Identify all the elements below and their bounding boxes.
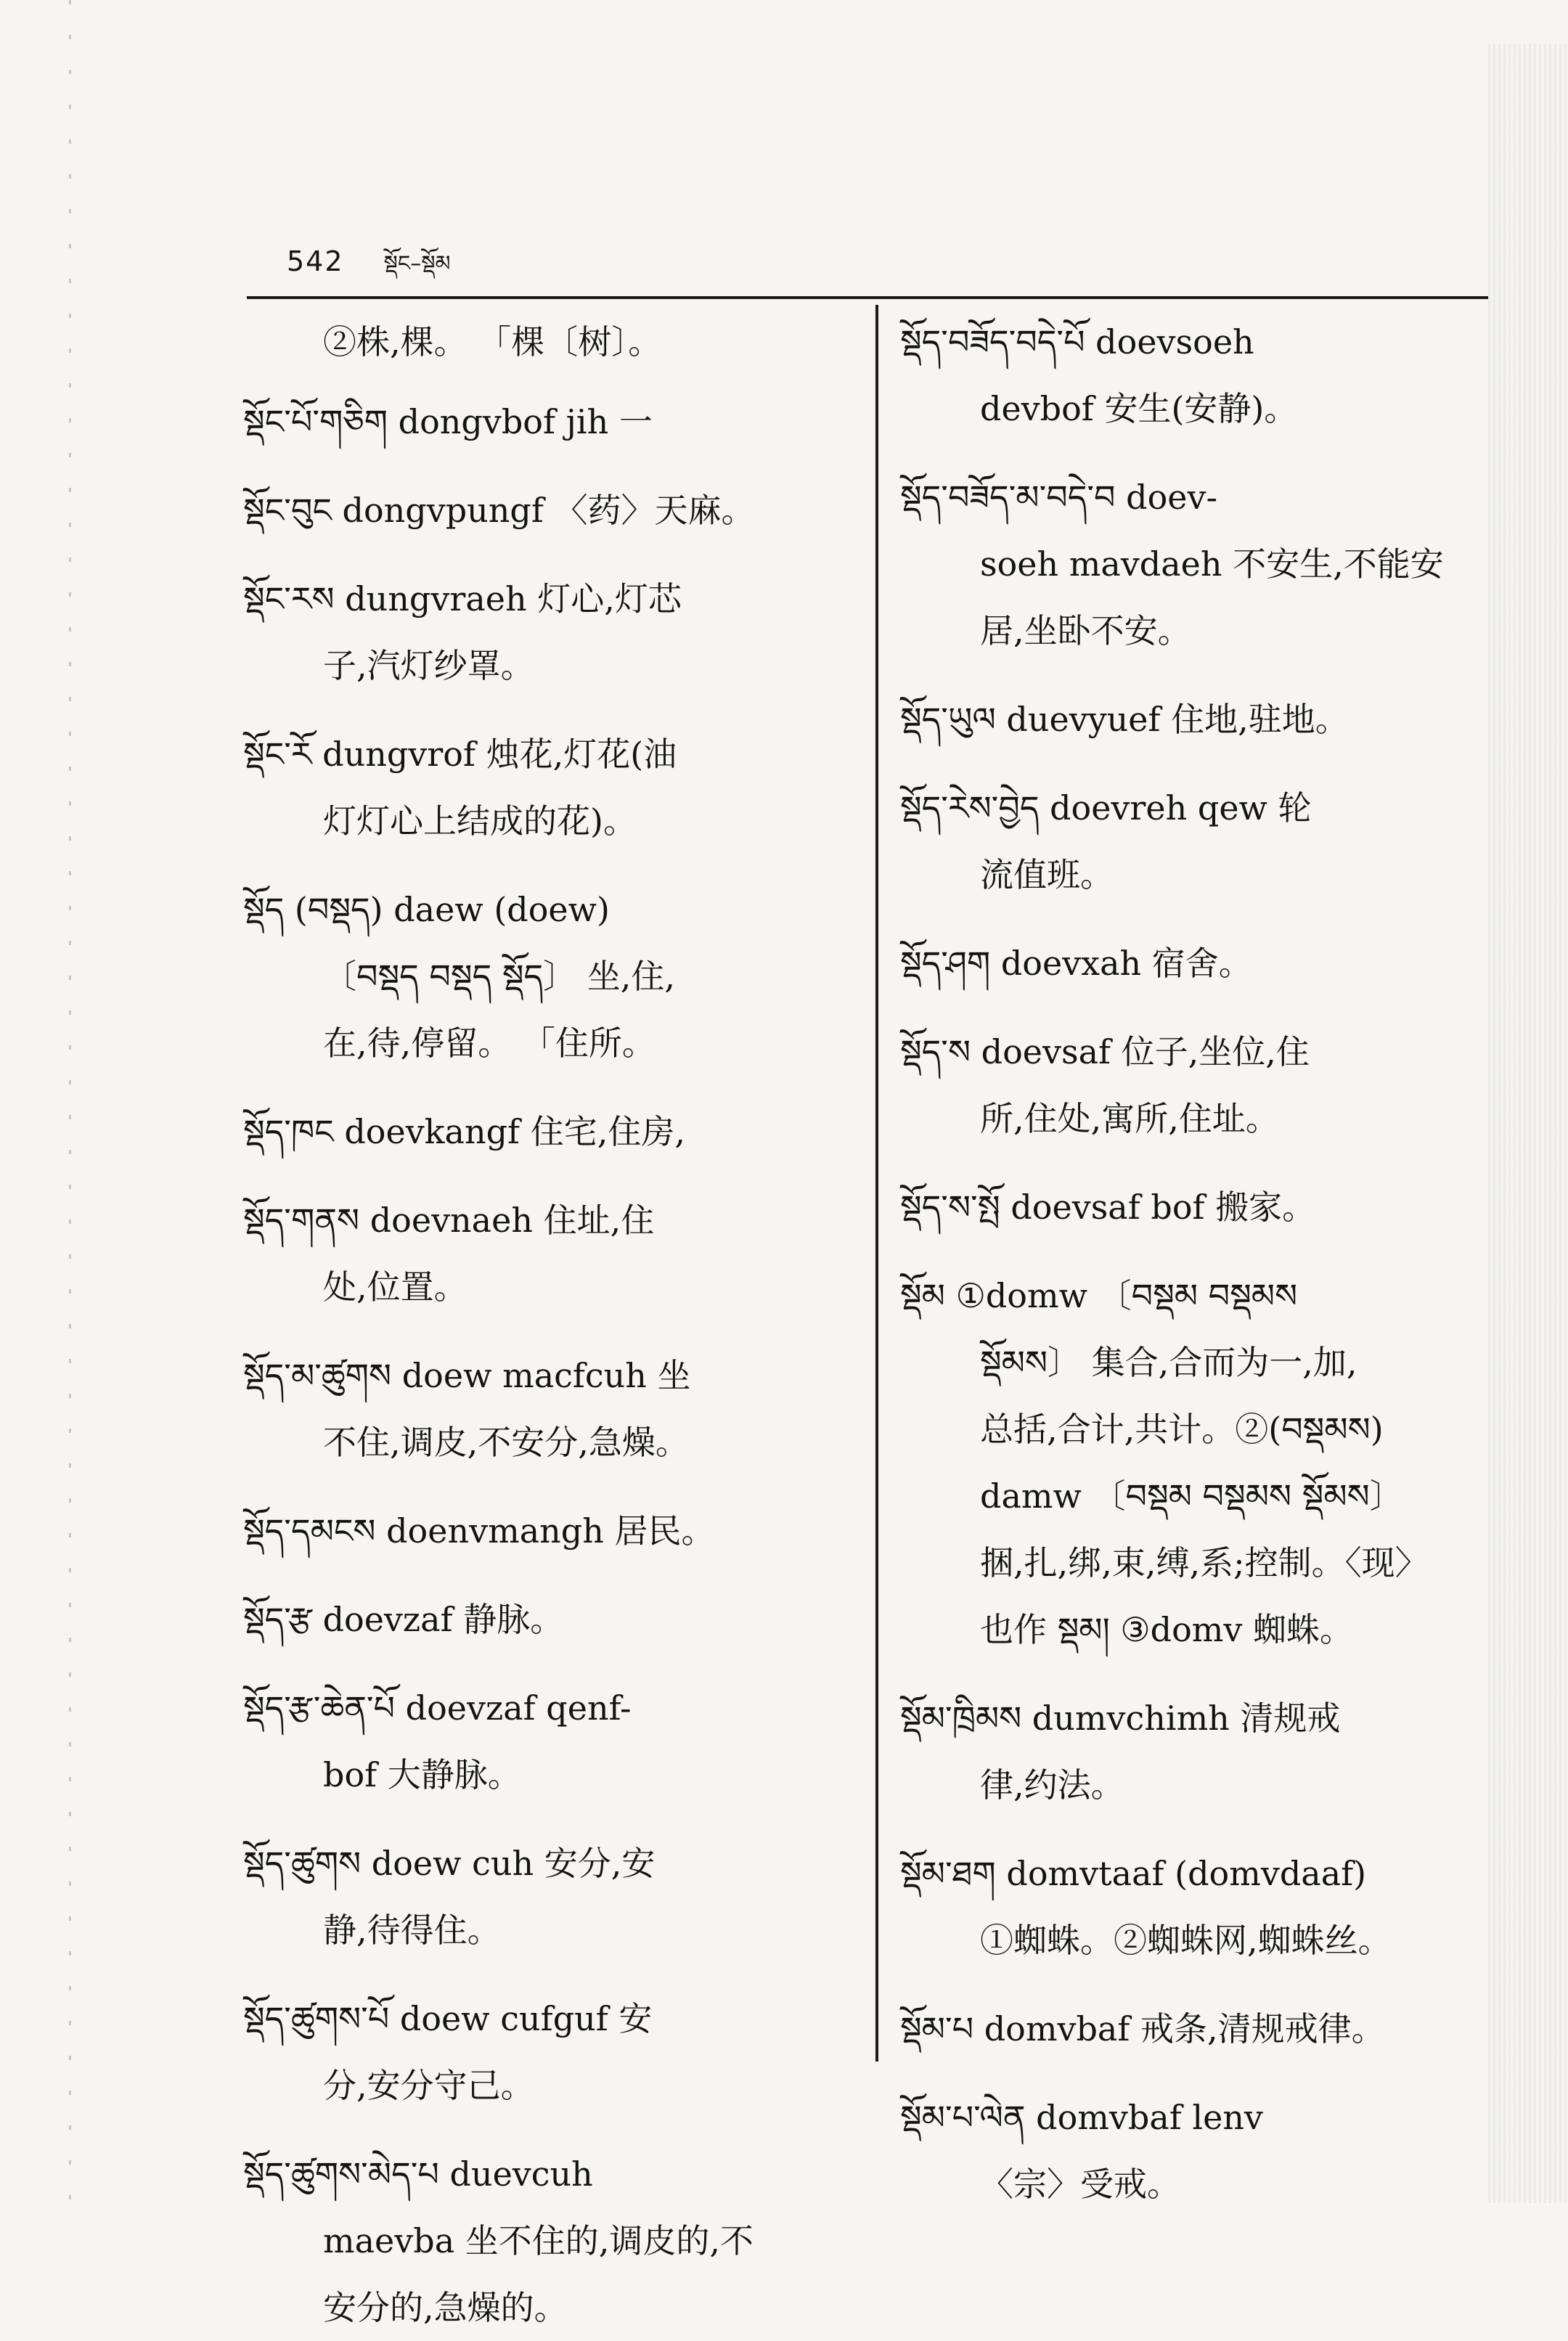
dictionary-entry bbox=[243, 876, 846, 1076]
dictionary-entry bbox=[900, 1262, 1503, 1663]
entry-continuation: devbof 安生(安静)。 bbox=[980, 389, 1298, 428]
entry-headline: སྡོད་ཚུགས doew cuh 安分,安 bbox=[243, 1844, 656, 1883]
entry-headline: སྡོད་མ་ཚུགས doew macfcuh 坐 bbox=[243, 1356, 691, 1395]
dictionary-entry bbox=[900, 464, 1503, 664]
entry-headline: སྡོང་པོ་གཅིག dongvbof jih 一 bbox=[243, 402, 653, 441]
entry-headline: སྡོམ་པ་ལེན domvbaf lenv bbox=[900, 2098, 1263, 2137]
entry-continuation: 灯灯心上结成的花)。 bbox=[323, 801, 637, 841]
entry-continuation: 处,位置。 bbox=[323, 1267, 467, 1307]
entry-continuation: 不住,调皮,不安分,急燥。 bbox=[323, 1423, 689, 1462]
dictionary-entry bbox=[900, 1685, 1503, 1818]
page-header bbox=[287, 240, 451, 290]
dictionary-entry bbox=[243, 1985, 846, 2119]
entry-headline: སྡོད (བསྡད) daew (doew) bbox=[243, 890, 610, 929]
entry-continuation: 也作 སྡམ། ③domv 蜘蛛。 bbox=[980, 1610, 1354, 1649]
entry-headline: སྡོད་ཁང doevkangf 住宅,住房, bbox=[243, 1112, 685, 1151]
entry-continuation: damw 〔བསྡམ བསྡམས སྡོམས〕 bbox=[980, 1476, 1403, 1516]
dictionary-entry bbox=[900, 686, 1503, 753]
dictionary-entry bbox=[900, 1995, 1503, 2062]
dictionary-entry bbox=[900, 1018, 1503, 1152]
column-divider bbox=[875, 305, 878, 2062]
dictionary-entry bbox=[243, 721, 846, 854]
dictionary-entry bbox=[900, 775, 1503, 908]
dictionary-entry bbox=[243, 477, 846, 544]
dictionary-entry bbox=[243, 565, 846, 699]
dictionary-entry bbox=[243, 1342, 846, 1476]
entry-continuation: 分,安分守己。 bbox=[323, 2066, 534, 2105]
entry-continuation: 安分的,急燥的。 bbox=[323, 2288, 568, 2327]
entry-headline: སྡོད་ས་སྤོ doevsaf bof 搬家。 bbox=[900, 1188, 1316, 1227]
entry-headline: སྡོད་ས doevsaf 位子,坐位,住 bbox=[900, 1032, 1310, 1071]
entry-headline: སྡོད་རེས་བྱེད doevreh qew 轮 bbox=[900, 788, 1312, 828]
entry-continuation: soeh mavdaeh 不安生,不能安 bbox=[980, 544, 1444, 584]
entry-headline: སྡོང་རོ dungvrof 烛花,灯花(油 bbox=[243, 735, 677, 774]
entry-headline: སྡོད་བཟོད་མ་བདེ་བ doev- bbox=[900, 478, 1218, 517]
scan-left-dots bbox=[69, 0, 71, 2203]
entry-continuation: སྡོམས〕 集合,合而为一,加, bbox=[980, 1343, 1357, 1382]
entry-headline: སྡོང་རས dungvraeh 灯心,灯芯 bbox=[243, 579, 682, 618]
dictionary-entry bbox=[243, 1830, 846, 1964]
entry-continuation: 律,约法。 bbox=[980, 1765, 1124, 1805]
entry-headline: སྡོམ་ཐག domvtaaf (domvdaaf) bbox=[900, 1854, 1367, 1893]
dictionary-entry bbox=[243, 1498, 846, 1564]
entry-headline: སྡོམ ①domw 〔བསྡམ བསྡམས bbox=[900, 1276, 1298, 1315]
entry-continuation: 子,汽灯纱罩。 bbox=[323, 646, 534, 685]
entry-continuation: ①蜘蛛。②蜘蛛网,蜘蛛丝。 bbox=[980, 1921, 1392, 1960]
dictionary-entry bbox=[243, 1675, 846, 1808]
entry-continuation: 静,待得住。 bbox=[323, 1911, 501, 1950]
dictionary-entry bbox=[243, 2141, 846, 2341]
page-number: 542 bbox=[287, 245, 344, 277]
entry-headline: སྡོམ་ཁྲིམས dumvchimh 清规戒 bbox=[900, 1699, 1341, 1738]
right-column bbox=[900, 309, 1503, 2204]
entry-headline: སྡོད་ཚུགས་པོ doew cufguf 安 bbox=[243, 1999, 653, 2038]
dictionary-entry bbox=[900, 2084, 1503, 2218]
entry-continuation: 〔བསྡད བསྡད སྡོད〕 坐,住, bbox=[323, 957, 675, 996]
dictionary-entry bbox=[243, 309, 846, 375]
entry-headline: སྡོམ་པ domvbaf 戒条,清规戒律。 bbox=[900, 2009, 1385, 2048]
entry-continuation: 居,坐卧不安。 bbox=[980, 611, 1191, 650]
entry-continuation: 总括,合计,共计。②(བསྡམས) bbox=[980, 1410, 1384, 1449]
entry-headline: ②株,棵。 「棵〔树〕。 bbox=[323, 322, 662, 361]
entry-headline: སྡོད་བཟོད་བདེ་པོ doevsoeh bbox=[900, 322, 1254, 361]
entry-headline: སྡོད་ཚུགས་མེད་པ duevcuh bbox=[243, 2154, 593, 2194]
header-rule bbox=[247, 296, 1488, 299]
entry-headline: སྡོད་གནས doevnaeh 住址,住 bbox=[243, 1201, 655, 1240]
entry-headline: སྡོད་དམངས doenvmangh 居民。 bbox=[243, 1511, 715, 1551]
dictionary-entry bbox=[900, 1174, 1503, 1241]
entry-headline: སྡོང་བུང dongvpungf 〈药〉天麻。 bbox=[243, 491, 755, 530]
entry-continuation: 所,住处,寓所,住址。 bbox=[980, 1099, 1279, 1138]
entry-headline: སྡོད་ཡུལ duevyuef 住地,驻地。 bbox=[900, 700, 1349, 739]
entry-headline: སྡོད་རྩ་ཆེན་པོ doevzaf qenf- bbox=[243, 1688, 632, 1728]
entry-continuation: 捆,扎,绑,束,缚,系;控制。〈现〉 bbox=[980, 1543, 1429, 1582]
entry-continuation: bof 大静脉。 bbox=[323, 1755, 521, 1794]
dictionary-entry bbox=[900, 1840, 1503, 1974]
entry-continuation: maevba 坐不住的,调皮的,不 bbox=[323, 2221, 754, 2260]
entry-continuation: 在,待,停留。 「住所。 bbox=[323, 1024, 656, 1063]
entry-headline: སྡོད་ཤག doevxah 宿舍。 bbox=[900, 944, 1252, 983]
dictionary-entry bbox=[243, 1586, 846, 1653]
dictionary-entry bbox=[900, 309, 1503, 442]
dictionary-entry bbox=[900, 930, 1503, 997]
dictionary-entry bbox=[243, 1187, 846, 1320]
dictionary-entry bbox=[243, 388, 846, 455]
left-column bbox=[243, 309, 846, 2327]
dictionary-entry bbox=[243, 1098, 846, 1165]
entry-headline: སྡོད་རྩ doevzaf 静脉。 bbox=[243, 1600, 564, 1639]
entry-continuation: 流值班。 bbox=[980, 855, 1114, 894]
entry-continuation: 〈宗〉受戒。 bbox=[980, 2165, 1180, 2204]
running-head: སྡོང–སྡོམ bbox=[383, 251, 451, 277]
